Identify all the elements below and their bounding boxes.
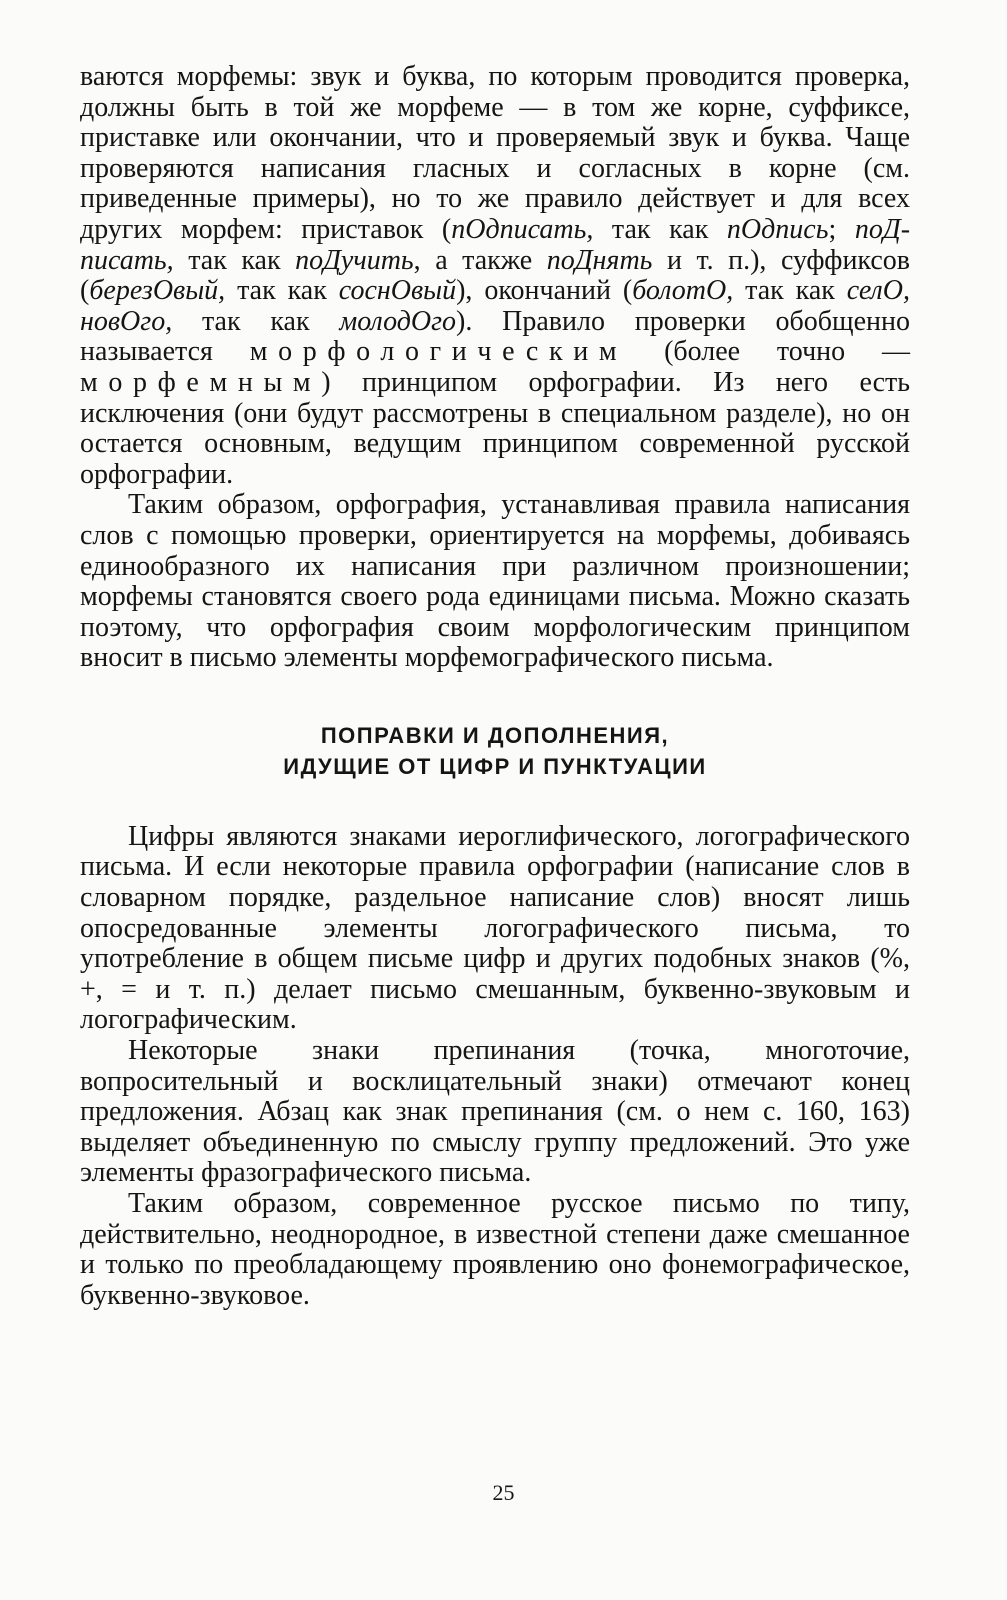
paragraph-punctuation: Некоторые знаки препинания (точка, многоточие, вопросительный и восклицательный знаки) отмечают конец предложения. Абзац как знак препинания (см. о нем с. 160, 163) выделяет объединенную по смыслу группу предложений. Это уже элементы фразографического письма. bbox=[80, 1035, 910, 1189]
example-word: поДнять bbox=[546, 244, 653, 276]
section-heading bbox=[80, 720, 910, 782]
example-word: селО, новОго, bbox=[80, 275, 910, 337]
paragraph-morphological-principle: ваются морфемы: звук и буква, по которым проводится проверка, должны быть в той же морфеме — в том же корне, суффиксе, приставке или окончании, что и проверяемый звук и буква. Чаще проверяются написания гласных и согласных в корне (см. приведенные примеры), но то же правило действует и для всех других морфем: приставок (пОдписать, так как пОдпись; поДписать, так как поДучить, а также поДнять и т. п.), суффиксов (березОвый, так как соснОвый), окончаний (болотО, так как селО, новОго, так как молодОго). Правило проверки обобщенно называется морфологическим (более точно — морфемным) принципом орфографии. Из него есть исключения (они будут рассмотрены в специальном разделе), но он остается основным, ведущим принципом современной русской орфографии. bbox=[80, 61, 911, 490]
example-word: пОдписать, bbox=[451, 213, 594, 245]
example-word: молодОго bbox=[339, 305, 457, 337]
spaced-term: морфологическим bbox=[249, 336, 628, 368]
example-word: болотО, bbox=[632, 275, 734, 307]
page-number: 25 bbox=[492, 1480, 515, 1505]
section-heading-line-2: ИДУЩИЕ ОТ ЦИФР И ПУНКТУАЦИИ bbox=[283, 753, 707, 779]
paragraph-conclusion: Таким образом, современное русское письмо по типу, действительно, неоднородное, в известной степени даже смешанное и только по преобладающему проявлению оно фонемографическое, буквенно-звуковое. bbox=[80, 1188, 910, 1311]
paragraph-digits: Цифры являются знаками иероглифического, логографического письма. И если некоторые правила орфографии (написание слов в словарном порядке, раздельное написание слов) вносят лишь опосредованные элементы логографического письма, то употребление в общем письме цифр и других подобных знаков (%, +, = и т. п.) делает письмо смешанным, буквенно-звуковым и логографическим. bbox=[80, 820, 910, 1036]
paragraph-orthography-summary: Таким образом, орфография, устанавливая правила написания слов с помощью проверки, ориентируется на морфемы, добиваясь единообразного их написания при различном произношении; морфемы становятся своего рода единицами письма. Можно сказать поэтому, что орфография своим морфологическим принципом вносит в письмо элементы морфемографического письма. bbox=[80, 489, 910, 674]
section-heading-line-1: ПОПРАВКИ И ДОПОЛНЕНИЯ, bbox=[320, 722, 670, 748]
spaced-term: морфемным bbox=[80, 366, 322, 398]
example-word: пОдпись bbox=[726, 213, 829, 245]
example-word: березОвый, bbox=[89, 275, 226, 307]
example-word: поДучить bbox=[295, 244, 414, 276]
example-word: поДписать, bbox=[80, 213, 911, 276]
example-word: соснОвый bbox=[338, 275, 457, 307]
page-body bbox=[80, 62, 910, 1311]
